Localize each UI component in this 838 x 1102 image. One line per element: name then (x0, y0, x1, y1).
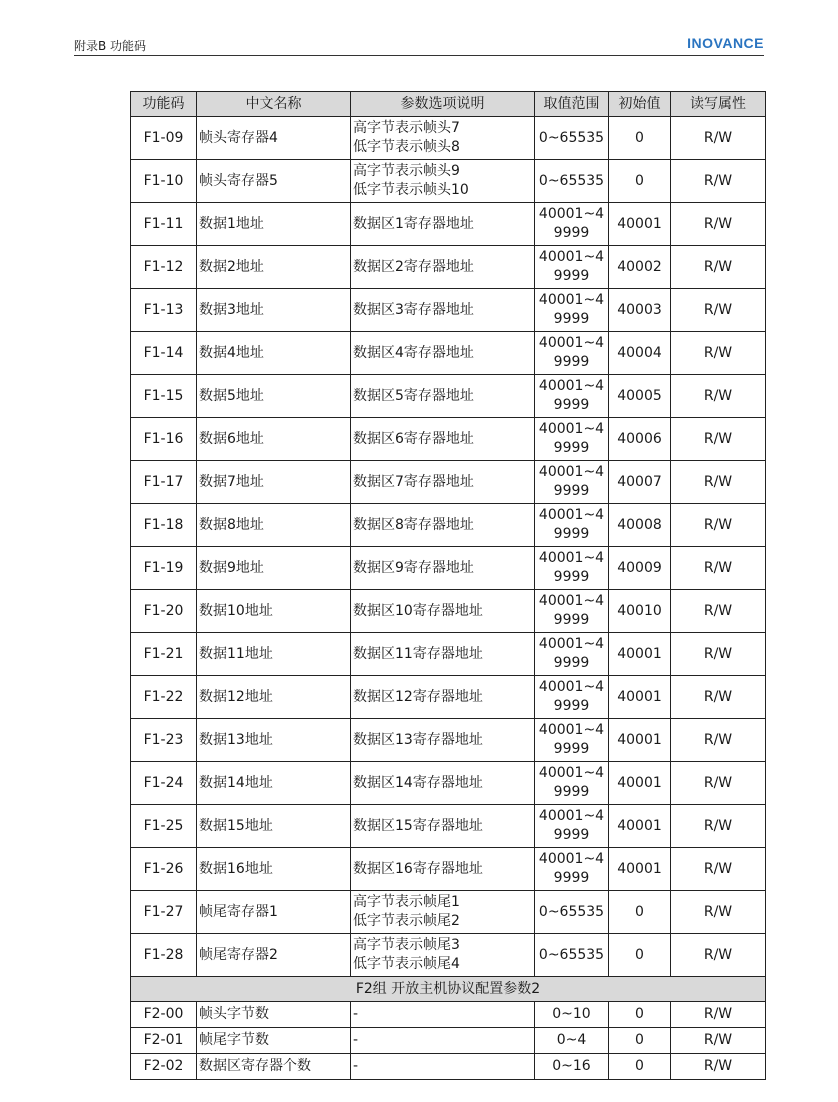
description-line: 数据区12寄存器地址 (353, 688, 483, 705)
description-line: 低字节表示帧尾2 (353, 913, 460, 929)
range-cell (535, 332, 609, 375)
range-cell (535, 160, 609, 203)
range-cell (535, 246, 609, 289)
range-line: 0~65535 (538, 946, 605, 963)
read-write-cell: R/W (671, 418, 766, 461)
range-cell (535, 1002, 609, 1028)
range-line: 40001~4 (538, 593, 605, 609)
function-code-cell: F1-20 (131, 590, 197, 633)
function-code-cell: F1-27 (131, 891, 197, 934)
range-line: 9999 (553, 870, 590, 886)
read-write-cell: R/W (671, 848, 766, 891)
description-line: 数据区9寄存器地址 (353, 559, 474, 576)
chinese-name-cell: 数据9地址 (197, 547, 351, 590)
description-line: 数据区11寄存器地址 (353, 645, 483, 662)
description-cell (351, 590, 535, 633)
chinese-name-cell: 数据16地址 (197, 848, 351, 891)
table-row (131, 848, 766, 891)
range-line: 9999 (553, 655, 590, 671)
range-line: 0~65535 (538, 903, 605, 920)
initial-value-cell: 40001 (609, 633, 671, 676)
chinese-name-cell: 数据2地址 (197, 246, 351, 289)
chinese-name-cell: 帧头寄存器5 (197, 160, 351, 203)
initial-value-cell: 0 (609, 1002, 671, 1028)
function-code-cell: F1-15 (131, 375, 197, 418)
description-line: 数据区15寄存器地址 (353, 817, 483, 834)
table-row (131, 117, 766, 160)
description-cell (351, 633, 535, 676)
description-line: 数据区4寄存器地址 (353, 344, 474, 361)
table-row (131, 1002, 766, 1028)
range-cell (535, 461, 609, 504)
read-write-cell: R/W (671, 676, 766, 719)
function-code-cell: F1-16 (131, 418, 197, 461)
range-line: 0~4 (556, 1032, 587, 1048)
description-cell (351, 246, 535, 289)
table-row (131, 1028, 766, 1054)
description-line: 数据区3寄存器地址 (353, 301, 474, 318)
read-write-cell: R/W (671, 805, 766, 848)
range-line: 40001~4 (538, 679, 605, 695)
chinese-name-cell: 数据11地址 (197, 633, 351, 676)
chinese-name-cell: 帧尾寄存器2 (197, 934, 351, 977)
column-header-rw: 读写属性 (671, 92, 766, 117)
column-header-name: 中文名称 (197, 92, 351, 117)
range-cell (535, 633, 609, 676)
chinese-name-cell: 数据14地址 (197, 762, 351, 805)
range-cell (535, 418, 609, 461)
read-write-cell: R/W (671, 547, 766, 590)
initial-value-cell: 40001 (609, 719, 671, 762)
description-cell (351, 418, 535, 461)
read-write-cell: R/W (671, 719, 766, 762)
initial-value-cell: 40002 (609, 246, 671, 289)
initial-value-cell: 40009 (609, 547, 671, 590)
function-code-cell: F1-18 (131, 504, 197, 547)
range-line: 40001~4 (538, 292, 605, 308)
initial-value-cell: 0 (609, 160, 671, 203)
function-code-cell: F1-22 (131, 676, 197, 719)
range-line: 0~65535 (538, 172, 605, 189)
table-row (131, 461, 766, 504)
description-cell (351, 117, 535, 160)
range-line: 9999 (553, 784, 590, 800)
description-line: 低字节表示帧头8 (353, 139, 460, 155)
range-cell (535, 1028, 609, 1054)
table-row (131, 289, 766, 332)
read-write-cell: R/W (671, 203, 766, 246)
chinese-name-cell: 数据3地址 (197, 289, 351, 332)
function-code-cell: F1-21 (131, 633, 197, 676)
range-line: 9999 (553, 225, 590, 241)
table-row (131, 332, 766, 375)
function-code-cell: F1-28 (131, 934, 197, 977)
range-cell (535, 203, 609, 246)
description-cell (351, 160, 535, 203)
description-line: 高字节表示帧头9 (353, 163, 460, 179)
range-cell (535, 117, 609, 160)
range-line: 0~65535 (538, 129, 605, 146)
description-cell (351, 762, 535, 805)
function-code-cell: F1-26 (131, 848, 197, 891)
initial-value-cell: 40007 (609, 461, 671, 504)
parameter-table (130, 91, 766, 1080)
read-write-cell: R/W (671, 160, 766, 203)
description-line: 数据区5寄存器地址 (353, 387, 474, 404)
range-line: 40001~4 (538, 765, 605, 781)
initial-value-cell: 40004 (609, 332, 671, 375)
initial-value-cell: 40005 (609, 375, 671, 418)
header-row (131, 92, 766, 117)
description-line: 数据区8寄存器地址 (353, 516, 474, 533)
read-write-cell: R/W (671, 504, 766, 547)
description-cell (351, 504, 535, 547)
range-line: 9999 (553, 397, 590, 413)
read-write-cell: R/W (671, 762, 766, 805)
read-write-cell: R/W (671, 246, 766, 289)
range-cell (535, 504, 609, 547)
table-row (131, 246, 766, 289)
description-line: 高字节表示帧尾3 (353, 937, 460, 953)
initial-value-cell: 40001 (609, 762, 671, 805)
description-cell (351, 375, 535, 418)
initial-value-cell: 40001 (609, 805, 671, 848)
description-cell (351, 934, 535, 977)
page-header (74, 33, 764, 55)
range-cell (535, 547, 609, 590)
initial-value-cell: 40001 (609, 848, 671, 891)
table-row (131, 719, 766, 762)
description-line: 低字节表示帧尾4 (353, 956, 460, 972)
range-line: 40001~4 (538, 421, 605, 437)
chinese-name-cell: 数据10地址 (197, 590, 351, 633)
description-cell (351, 676, 535, 719)
description-cell (351, 203, 535, 246)
range-cell (535, 375, 609, 418)
description-cell (351, 1002, 535, 1028)
function-code-cell: F1-23 (131, 719, 197, 762)
description-cell (351, 332, 535, 375)
table-row (131, 762, 766, 805)
description-line: 数据区7寄存器地址 (353, 473, 474, 490)
initial-value-cell: 40003 (609, 289, 671, 332)
table-row (131, 418, 766, 461)
range-line: 0~16 (552, 1058, 591, 1074)
range-line: 40001~4 (538, 335, 605, 351)
range-line: 40001~4 (538, 464, 605, 480)
initial-value-cell: 0 (609, 934, 671, 977)
table-row (131, 203, 766, 246)
description-line: 高字节表示帧尾1 (353, 894, 460, 910)
description-cell (351, 719, 535, 762)
range-line: 9999 (553, 483, 590, 499)
chinese-name-cell: 数据6地址 (197, 418, 351, 461)
range-line: 0~10 (552, 1006, 591, 1022)
table-row (131, 633, 766, 676)
column-header-range: 取值范围 (535, 92, 609, 117)
description-cell (351, 891, 535, 934)
chinese-name-cell: 数据7地址 (197, 461, 351, 504)
range-cell (535, 934, 609, 977)
description-line: 数据区6寄存器地址 (353, 430, 474, 447)
function-code-cell: F1-13 (131, 289, 197, 332)
read-write-cell: R/W (671, 461, 766, 504)
function-code-cell: F2-01 (131, 1028, 197, 1054)
chinese-name-cell: 帧尾字节数 (197, 1028, 351, 1054)
read-write-cell: R/W (671, 332, 766, 375)
description-line: 数据区1寄存器地址 (353, 215, 474, 232)
range-line: 40001~4 (538, 722, 605, 738)
description-line: - (353, 1032, 359, 1048)
function-code-cell: F1-09 (131, 117, 197, 160)
function-code-cell: F2-00 (131, 1002, 197, 1028)
read-write-cell: R/W (671, 590, 766, 633)
read-write-cell: R/W (671, 934, 766, 977)
chinese-name-cell: 数据12地址 (197, 676, 351, 719)
group-title: F2组 开放主机协议配置参数2 (131, 977, 766, 1002)
description-line: 数据区10寄存器地址 (353, 602, 483, 619)
table-row (131, 375, 766, 418)
column-header-initial: 初始值 (609, 92, 671, 117)
description-cell (351, 1028, 535, 1054)
range-line: 9999 (553, 440, 590, 456)
range-line: 40001~4 (538, 550, 605, 566)
description-cell (351, 805, 535, 848)
range-cell (535, 289, 609, 332)
range-line: 40001~4 (538, 636, 605, 652)
function-code-cell: F1-11 (131, 203, 197, 246)
description-cell (351, 1054, 535, 1080)
range-line: 9999 (553, 569, 590, 585)
range-cell (535, 719, 609, 762)
initial-value-cell: 0 (609, 1054, 671, 1080)
range-cell (535, 676, 609, 719)
table-body (131, 117, 766, 1080)
initial-value-cell: 0 (609, 1028, 671, 1054)
read-write-cell: R/W (671, 289, 766, 332)
chinese-name-cell: 数据区寄存器个数 (197, 1054, 351, 1080)
function-code-cell: F1-24 (131, 762, 197, 805)
range-cell (535, 762, 609, 805)
table-row (131, 805, 766, 848)
description-cell (351, 461, 535, 504)
range-line: 9999 (553, 741, 590, 757)
initial-value-cell: 0 (609, 117, 671, 160)
read-write-cell: R/W (671, 117, 766, 160)
chinese-name-cell: 数据4地址 (197, 332, 351, 375)
table-row (131, 504, 766, 547)
range-line: 9999 (553, 311, 590, 327)
description-line: 数据区13寄存器地址 (353, 731, 483, 748)
table-header (131, 92, 766, 117)
read-write-cell: R/W (671, 1028, 766, 1054)
header-divider (74, 55, 764, 56)
description-line: 数据区2寄存器地址 (353, 258, 474, 275)
read-write-cell: R/W (671, 891, 766, 934)
range-cell (535, 805, 609, 848)
function-code-cell: F1-17 (131, 461, 197, 504)
read-write-cell: R/W (671, 633, 766, 676)
function-code-cell: F2-02 (131, 1054, 197, 1080)
function-code-cell: F1-12 (131, 246, 197, 289)
range-cell (535, 891, 609, 934)
chinese-name-cell: 帧头字节数 (197, 1002, 351, 1028)
range-cell (535, 848, 609, 891)
column-header-description: 参数选项说明 (351, 92, 535, 117)
header-title: 附录B 功能码 (74, 39, 147, 53)
range-cell (535, 590, 609, 633)
read-write-cell: R/W (671, 1002, 766, 1028)
description-line: 数据区14寄存器地址 (353, 774, 483, 791)
range-line: 9999 (553, 268, 590, 284)
initial-value-cell: 40010 (609, 590, 671, 633)
group-header-row (131, 977, 766, 1002)
range-line: 9999 (553, 612, 590, 628)
description-line: - (353, 1058, 359, 1074)
read-write-cell: R/W (671, 375, 766, 418)
range-line: 9999 (553, 526, 590, 542)
read-write-cell: R/W (671, 1054, 766, 1080)
description-cell (351, 289, 535, 332)
column-header-code: 功能码 (131, 92, 197, 117)
description-cell (351, 547, 535, 590)
chinese-name-cell: 帧尾寄存器1 (197, 891, 351, 934)
table-row (131, 590, 766, 633)
description-cell (351, 848, 535, 891)
table-row (131, 891, 766, 934)
range-line: 40001~4 (538, 249, 605, 265)
range-cell (535, 1054, 609, 1080)
range-line: 40001~4 (538, 851, 605, 867)
table-row (131, 1054, 766, 1080)
table-row (131, 934, 766, 977)
range-line: 40001~4 (538, 206, 605, 222)
function-code-cell: F1-10 (131, 160, 197, 203)
initial-value-cell: 40001 (609, 203, 671, 246)
function-code-cell: F1-25 (131, 805, 197, 848)
description-line: 数据区16寄存器地址 (353, 860, 483, 877)
description-line: 高字节表示帧头7 (353, 120, 460, 136)
chinese-name-cell: 数据1地址 (197, 203, 351, 246)
description-line: 低字节表示帧头10 (353, 182, 469, 198)
brand-logo: INOVANCE (687, 35, 764, 51)
range-line: 9999 (553, 354, 590, 370)
table-row (131, 547, 766, 590)
initial-value-cell: 0 (609, 891, 671, 934)
range-line: 9999 (553, 827, 590, 843)
chinese-name-cell: 帧头寄存器4 (197, 117, 351, 160)
chinese-name-cell: 数据5地址 (197, 375, 351, 418)
function-code-cell: F1-19 (131, 547, 197, 590)
function-code-cell: F1-14 (131, 332, 197, 375)
range-line: 40001~4 (538, 507, 605, 523)
range-line: 9999 (553, 698, 590, 714)
table-row (131, 160, 766, 203)
range-line: 40001~4 (538, 378, 605, 394)
initial-value-cell: 40001 (609, 676, 671, 719)
chinese-name-cell: 数据13地址 (197, 719, 351, 762)
chinese-name-cell: 数据8地址 (197, 504, 351, 547)
description-line: - (353, 1006, 359, 1022)
range-line: 40001~4 (538, 808, 605, 824)
table-row (131, 676, 766, 719)
chinese-name-cell: 数据15地址 (197, 805, 351, 848)
initial-value-cell: 40008 (609, 504, 671, 547)
initial-value-cell: 40006 (609, 418, 671, 461)
